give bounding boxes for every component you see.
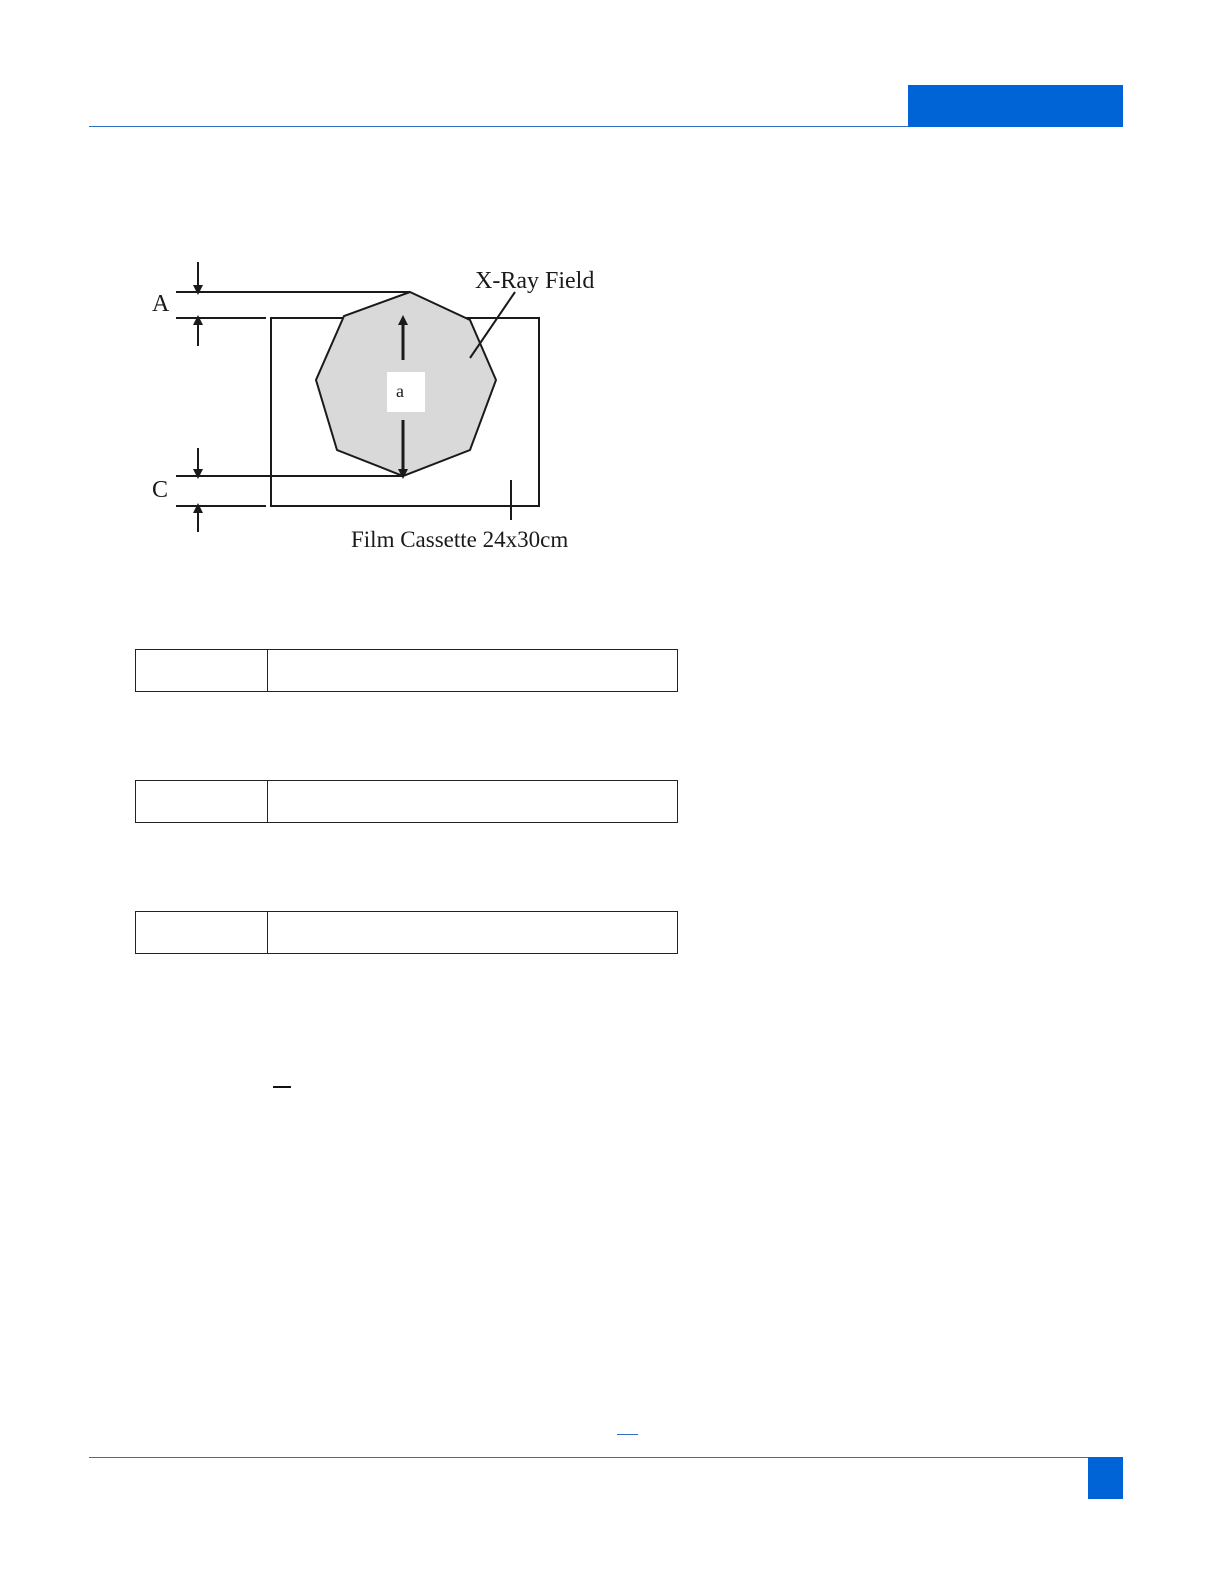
result-table-3 [135, 911, 678, 954]
footer-rule [89, 1457, 1123, 1458]
result-table-2-value-cell [268, 781, 677, 822]
label-xray-field: X-Ray Field [475, 268, 595, 294]
result-table-1-value-cell [268, 650, 677, 691]
result-table-3-label-cell [136, 912, 268, 953]
footer-tab [1088, 1457, 1123, 1499]
result-table-3-value-cell [268, 912, 677, 953]
label-c: C [152, 477, 169, 503]
header-tab [908, 85, 1123, 127]
label-a-upper: A [152, 291, 170, 317]
a-label-background [387, 372, 425, 412]
diagram-svg [140, 250, 620, 570]
result-table-1-label-cell [136, 650, 268, 691]
field-leader-line [470, 292, 515, 358]
label-film-cassette: Film Cassette 24x30cm [351, 527, 569, 552]
result-table-2 [135, 780, 678, 823]
xray-field-diagram [140, 250, 620, 570]
dash-mark [273, 1086, 291, 1088]
footer-link[interactable] [617, 1434, 638, 1435]
result-table-1 [135, 649, 678, 692]
result-table-2-label-cell [136, 781, 268, 822]
label-a-lower: a [396, 381, 404, 401]
